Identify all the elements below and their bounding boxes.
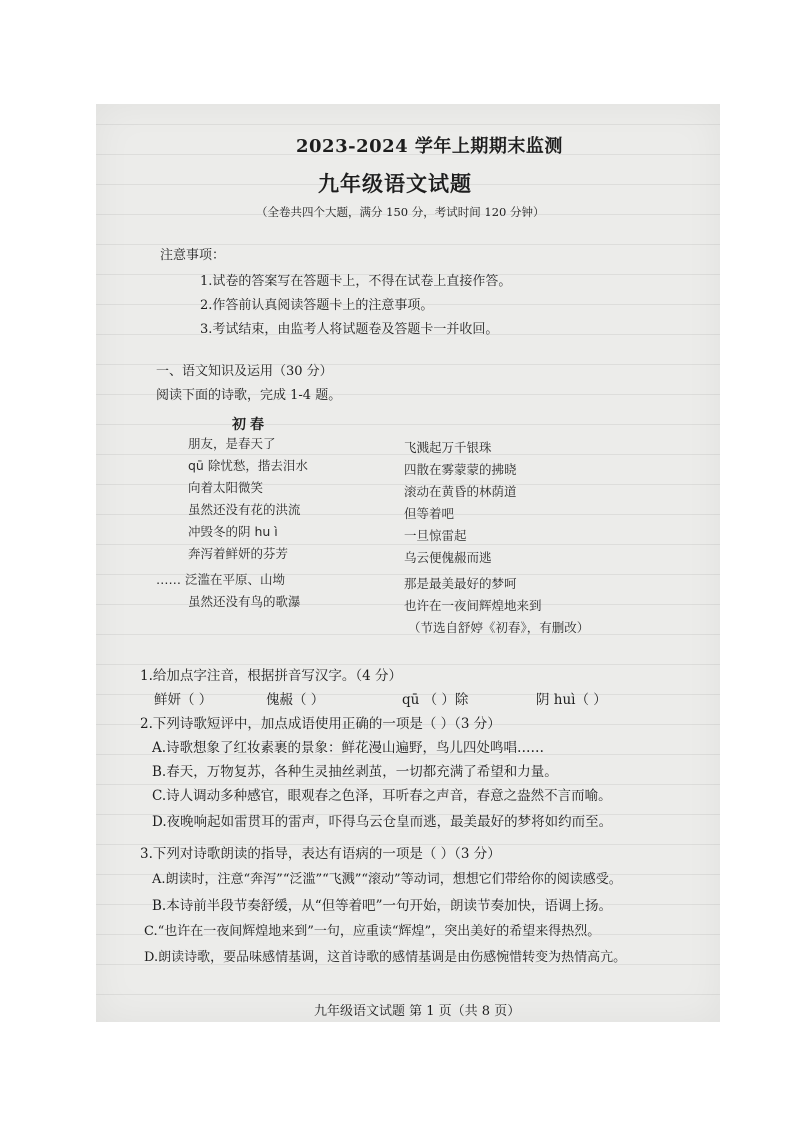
poem-line: 四散在雾蒙蒙的拂晓	[404, 462, 517, 477]
answer-option[interactable]: C.“也许在一夜间辉煌地来到”一句，应重读“辉煌”，突出美好的希望来得热烈。	[144, 924, 601, 939]
answer-option[interactable]: D.夜晚响起如雷贯耳的雷声，吓得乌云仓皇而逃，最美最好的梦将如约而至。	[152, 814, 613, 830]
answer-option[interactable]: B.春天，万物复苏，各种生灵抽丝剥茧，一切都充满了希望和力量。	[152, 764, 558, 780]
poem-line: 虽然还没有花的洪流	[188, 502, 301, 517]
notice-heading: 注意事项：	[160, 248, 226, 263]
poem-line: qū 除忧愁，揩去泪水	[188, 458, 308, 473]
answer-option[interactable]: B.本诗前半段节奏舒缓，从“但等着吧”一句开始，朗读节奏加快，语调上扬。	[152, 898, 613, 914]
poem-line: 冲毁冬的阴 hu ì	[188, 524, 278, 539]
poem-line: 也许在一夜间辉煌地来到	[404, 598, 542, 613]
answer-option[interactable]: D.朗读诗歌，要品味感情基调，这首诗歌的感情基调是由伤感惋惜转变为热情高亢。	[144, 950, 627, 965]
answer-option[interactable]: A.诗歌想象了红妆素裹的景象：鲜花漫山遍野，鸟儿四处鸣唱……	[152, 740, 545, 756]
poem-line: 滚动在黄昏的林荫道	[404, 484, 517, 499]
answer-blank[interactable]: 阴 huì（ ）	[536, 692, 607, 708]
exam-subtitle: （全卷共四个大题，满分 150 分，考试时间 120 分钟）	[256, 205, 545, 219]
question-stem: 1.给加点字注音，根据拼音写汉字。（4 分）	[140, 668, 403, 684]
poem-line: 向着太阳微笑	[188, 480, 264, 495]
answer-blank[interactable]: 鲜妍（ ）	[154, 692, 213, 708]
notice-item: 3.考试结束，由监考人将试题卷及答题卡一并收回。	[200, 322, 499, 337]
poem-title: 初春	[232, 417, 268, 433]
notice-item: 2.作答前认真阅读答题卡上的注意事项。	[200, 298, 434, 313]
page-footer: 九年级语文试题 第 1 页（共 8 页）	[314, 1004, 521, 1019]
exam-title: 2023-2024 学年上期期末监测	[296, 136, 563, 157]
answer-option[interactable]: A.朗读时，注意“奔泻”“泛滥”“飞溅”“滚动”等动词，想想它们带给你的阅读感受。	[152, 872, 622, 887]
exam-paper	[96, 104, 720, 1022]
section-heading: 一、语文知识及运用（30 分）	[156, 364, 333, 379]
poem-line: 但等着吧	[404, 506, 455, 521]
exam-subject-title: 九年级语文试题	[318, 171, 472, 196]
poem-source: （节选自舒婷《初春》，有删改）	[408, 620, 590, 635]
poem-line: 乌云便傀赧而逃	[404, 550, 492, 565]
answer-blank[interactable]: 傀赧（ ）	[266, 692, 325, 708]
poem-line: 朋友，是春天了	[188, 436, 276, 451]
question-stem: 2.下列诗歌短评中，加点成语使用正确的一项是（ ）（3 分）	[140, 716, 501, 732]
notice-item: 1.试卷的答案写在答题卡上，不得在试卷上直接作答。	[200, 274, 512, 289]
answer-option[interactable]: C.诗人调动多种感官，眼观春之色泽，耳听春之声音，春意之盎然不言而喻。	[152, 788, 612, 804]
question-stem: 3.下列对诗歌朗读的指导，表达有语病的一项是（ ）（3 分）	[140, 846, 501, 862]
answer-blank[interactable]: qū （ ）除	[402, 692, 469, 708]
poem-line: 奔泻着鲜妍的芬芳	[188, 546, 289, 561]
poem-line: 那是最美最好的梦呵	[404, 576, 517, 591]
section-lead: 阅读下面的诗歌，完成 1-4 题。	[156, 388, 342, 403]
poem-line: 虽然还没有鸟的歌瀑	[188, 594, 301, 609]
poem-line: …… 泛滥在平原、山坳	[156, 572, 285, 587]
poem-line: 一旦惊雷起	[404, 528, 467, 543]
poem-line: 飞溅起万千银珠	[404, 440, 492, 455]
